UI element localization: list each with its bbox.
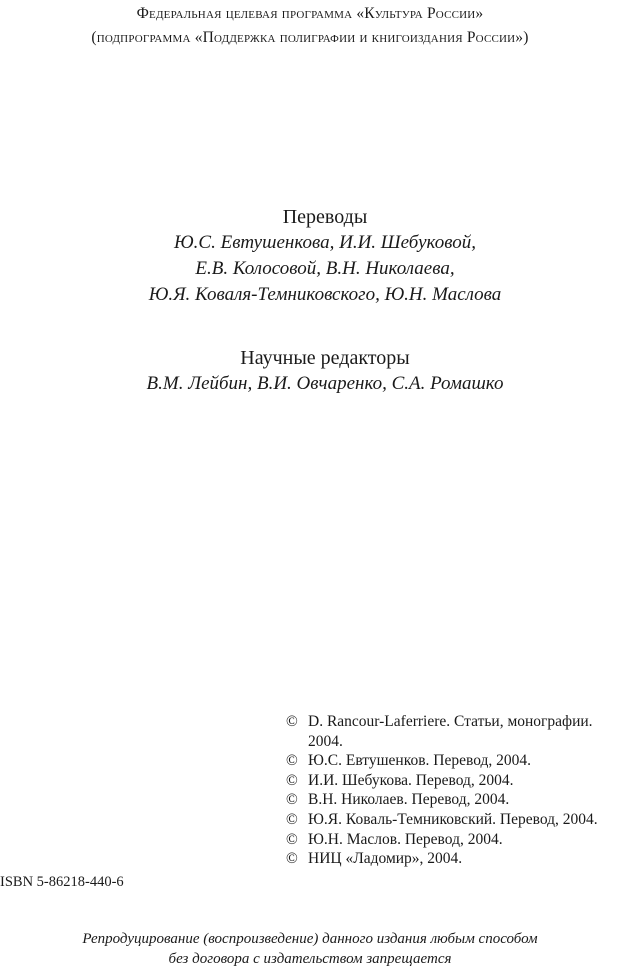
copyright-item: [286, 790, 618, 810]
copyright-symbol: ©: [286, 850, 298, 868]
copyright-symbol: ©: [286, 752, 298, 770]
program-header: [0, 2, 620, 50]
copyright-text: И.И. Шебукова. Перевод, 2004.: [308, 771, 514, 789]
editors-line: В.М. Лейбин, В.И. Овчаренко, С.А. Ромашко: [146, 373, 504, 394]
copyright-text: Ю.С. Евтушенков. Перевод, 2004.: [308, 752, 532, 770]
copyright-item: [286, 810, 618, 830]
reproduction-notice: [0, 929, 620, 969]
editors-heading: Научные редакторы: [240, 347, 410, 369]
copyright-symbol: ©: [286, 771, 298, 789]
copyright-text: Ю.Н. Маслов. Перевод, 2004.: [308, 830, 503, 848]
copyright-text: D. Rancour-Laferriere. Статьи, монографии. 2004.: [308, 713, 593, 750]
translators-line: Ю.С. Евтушенкова, И.И. Шебуковой,: [174, 232, 476, 253]
copyright-list: [286, 712, 618, 869]
isbn: ISBN 5-86218-440-6: [0, 874, 124, 890]
editors-section: [0, 345, 620, 397]
copyright-item: [286, 712, 618, 751]
copyright-item: [286, 771, 618, 791]
translators-line: Е.В. Колосовой, В.Н. Николаева,: [195, 258, 455, 279]
copyright-text: НИЦ «Ладомир», 2004.: [308, 850, 463, 868]
translators-line: Ю.Я. Коваля-Темниковского, Ю.Н. Маслова: [148, 284, 502, 305]
translators-heading: Переводы: [282, 206, 368, 228]
copyright-symbol: ©: [286, 810, 298, 828]
translators-section: [0, 204, 620, 308]
program-line-2: (подпрограмма «Поддержка полиграфии и книгоиздания России»): [91, 29, 529, 46]
copyright-item: [286, 751, 618, 771]
copyright-text: Ю.Я. Коваль-Темниковский. Перевод, 2004.: [308, 810, 598, 828]
copyright-item: [286, 849, 618, 869]
notice-line-2: без договора с издательством запрещается: [168, 951, 452, 967]
editors-names: [30, 371, 620, 397]
copyright-item: [286, 830, 618, 850]
copyright-symbol: ©: [286, 791, 298, 809]
translators-names: [30, 230, 620, 308]
copyright-symbol: ©: [286, 830, 298, 848]
copyright-text: В.Н. Николаев. Перевод, 2004.: [308, 791, 510, 809]
copyright-symbol: ©: [286, 713, 298, 730]
notice-line-1: Репродуцирование (воспроизведение) данного издания любым способом: [82, 931, 538, 947]
program-line-1: Федеральная целевая программа «Культура России»: [136, 5, 484, 22]
